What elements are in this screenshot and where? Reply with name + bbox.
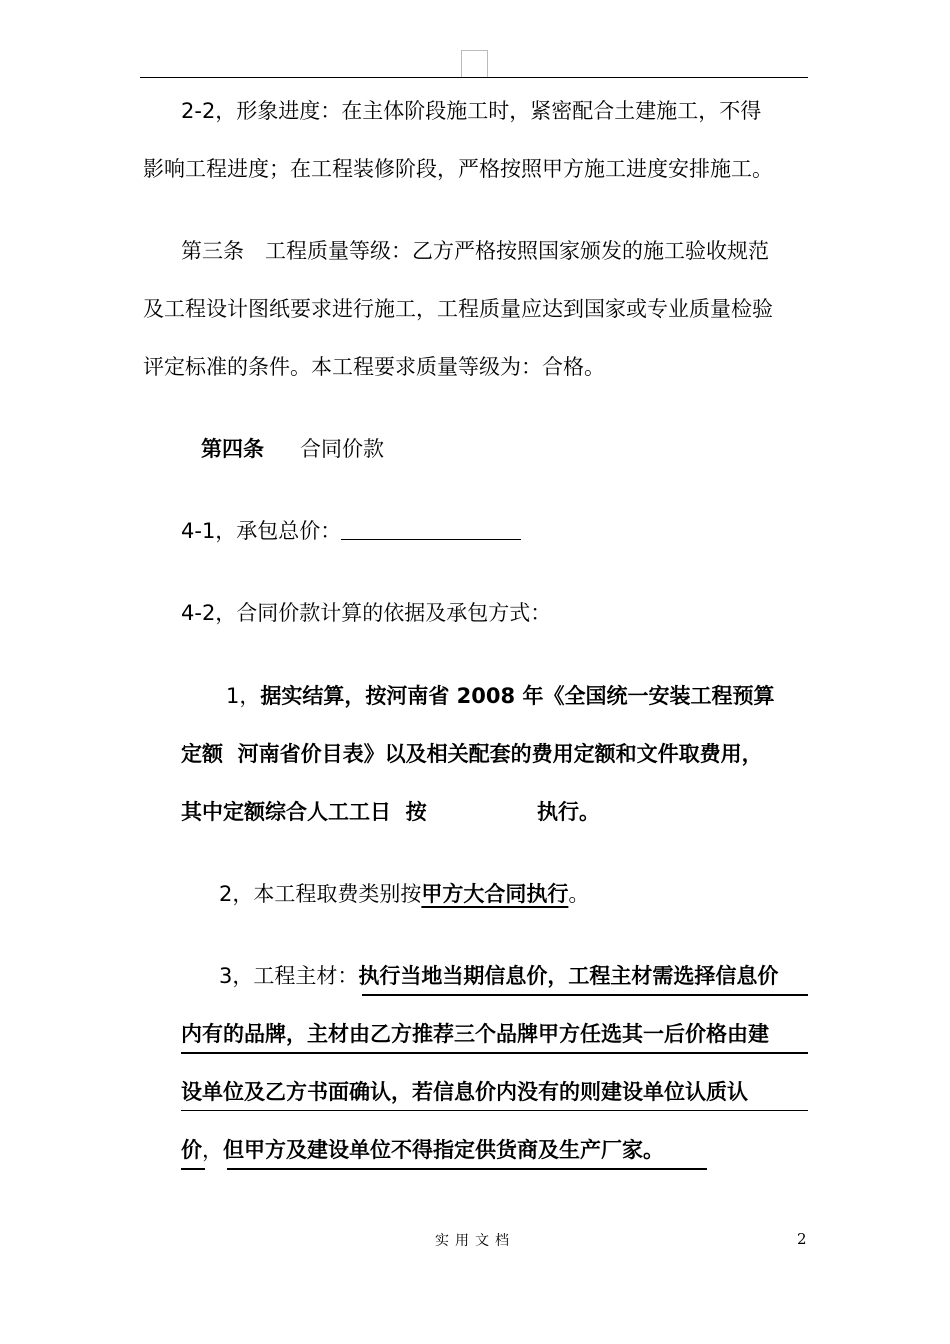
header-mark-box	[461, 50, 488, 77]
para-4-1	[181, 517, 521, 545]
item-3-underline-2	[181, 1052, 808, 1054]
item-3-text4b: 但甲方及建设单位不得指定供货商及生产厂家。	[223, 1138, 664, 1162]
footer-label: 实用文档	[435, 1233, 515, 1249]
item-1-text1: 据实结算，按河南省 2008 年《全国统一安装工程预算	[260, 684, 775, 708]
item-3-line2: 内有的品牌，主材由乙方推荐三个品牌甲方任选其一后价格由建	[181, 1022, 769, 1046]
item-1-line3a: 其中定额综合人工工日 按	[181, 800, 427, 824]
item-1-line2: 定额 河南省价目表》以及相关配套的费用定额和文件取费用，	[181, 742, 763, 766]
item-3-prefix: 3，工程主材：	[219, 964, 359, 988]
item-3-text4a: 价	[181, 1138, 202, 1162]
article-3-line2: 及工程设计图纸要求进行施工，工程质量应达到国家或专业质量检验	[143, 297, 773, 321]
item-3-text1: 执行当地当期信息价，工程主材需选择信息价	[358, 964, 779, 988]
item-3-line3: 设单位及乙方书面确认，若信息价内没有的则建设单位认质认	[181, 1080, 748, 1104]
page-number: 2	[797, 1230, 807, 1248]
item-3-line4	[181, 1136, 664, 1164]
item-2-prefix: 2，本工程取费类别按	[219, 882, 422, 906]
article-3-line1: 第三条 工程质量等级：乙方严格按照国家颁发的施工验收规范	[181, 239, 769, 263]
item-1-line3b: 执行。	[537, 800, 600, 824]
item-3-line1	[219, 962, 778, 990]
item-1-number: 1，	[226, 684, 261, 708]
para-2-2-line2: 影响工程进度；在工程装修阶段，严格按照甲方施工进度安排施工。	[143, 157, 773, 181]
header-rule	[140, 77, 808, 78]
item-2-bold-underlined: 甲方大合同执行	[421, 882, 569, 906]
article-3-line3: 评定标准的条件。本工程要求质量等级为：合格。	[143, 355, 605, 379]
total-price-blank	[341, 517, 521, 540]
item-3-underline-4b	[227, 1168, 707, 1170]
item-3-underline-1	[362, 994, 808, 996]
item-1-line1	[226, 682, 774, 710]
item-3-underline-4a	[181, 1168, 205, 1170]
item-2	[219, 880, 589, 908]
para-2-2-line1: 2-2，形象进度：在主体阶段施工时，紧密配合土建施工，不得	[181, 99, 762, 123]
item-2-end: 。	[568, 882, 590, 906]
total-price-label: 4-1，承包总价：	[181, 519, 342, 543]
article-4-title: 合同价款	[300, 437, 384, 461]
para-4-2: 4-2，合同价款计算的依据及承包方式：	[181, 601, 552, 625]
article-4-label: 第四条	[201, 437, 264, 461]
item-3-underline-3	[181, 1110, 808, 1111]
item-3-sep: ，	[202, 1138, 223, 1162]
